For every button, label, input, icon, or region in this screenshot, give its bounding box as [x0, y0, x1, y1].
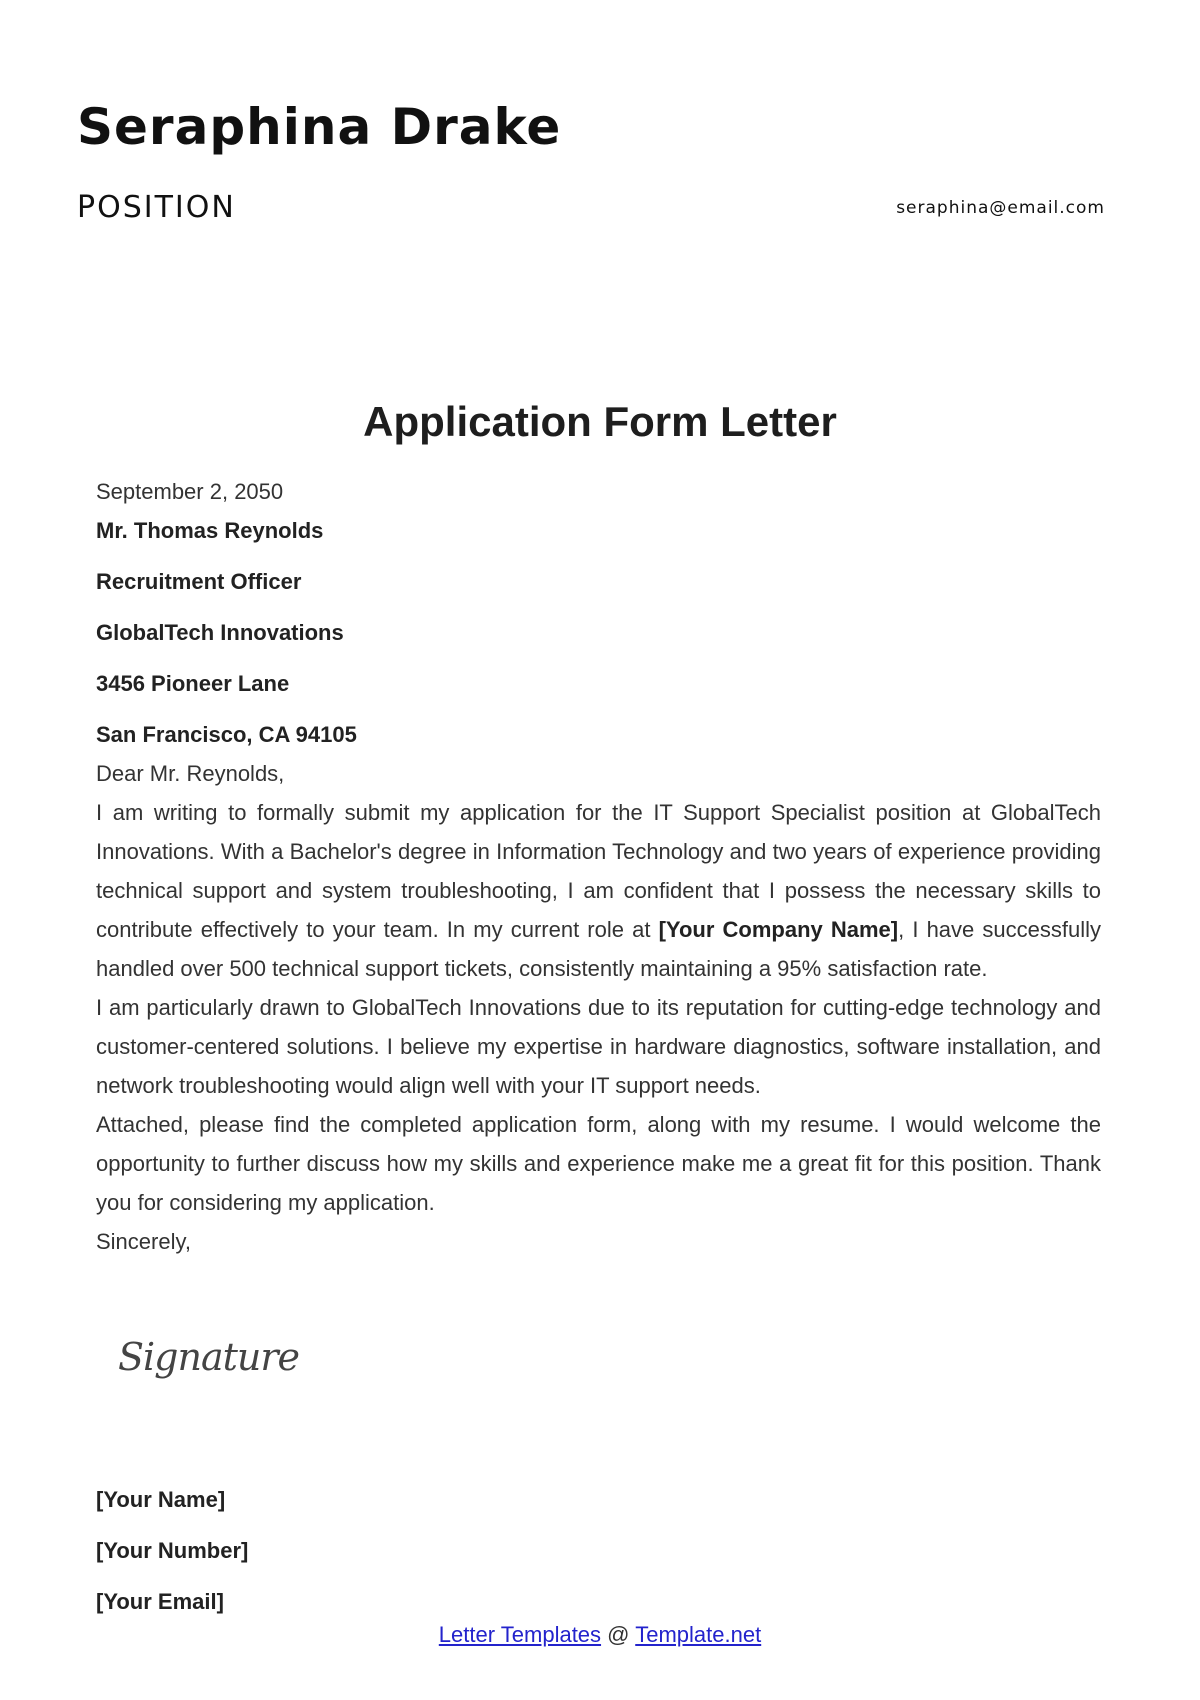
paragraph-1-after: , I have successfully handled over 500 technical support tickets, consistently maintaining a 95% satisfaction rate.: [96, 917, 1101, 981]
letter-body: [96, 472, 1101, 1261]
paragraph-1-before: I am writing to formally submit my application for the IT Support Specialist position at GlobalTech Innovations. With a Bachelor's degree in Information Technology and two years of experience providing technical support and system troubleshooting, I am confident that I possess the necessary skills to contribute effectively to your team. In my current role at: [96, 800, 1101, 942]
author-email: seraphina@email.com: [896, 198, 1105, 218]
sender-email: [Your Email]: [96, 1589, 224, 1614]
paragraph-3: Attached, please find the completed application form, along with my resume. I would welcome the opportunity to further discuss how my skills and experience make me a great fit for this position. Thank you for considering my application.: [96, 1112, 1101, 1215]
footer-link-letter-templates[interactable]: Letter Templates: [438, 1622, 602, 1647]
footer: [0, 1622, 1200, 1648]
footer-separator: @: [607, 1622, 630, 1647]
author-name: Seraphina Drake: [77, 98, 562, 156]
recipient-title: Recruitment Officer: [96, 569, 302, 594]
paragraph-2: I am particularly drawn to GlobalTech Innovations due to its reputation for cutting-edge technology and customer-centered solutions. I believe my expertise in hardware diagnostics, software installation, and network troubleshooting would align well with your IT support needs.: [96, 995, 1101, 1098]
paragraph-1-highlight: [Your Company Name]: [658, 917, 899, 942]
author-position: POSITION: [77, 190, 236, 225]
sender-name: [Your Name]: [96, 1487, 226, 1512]
footer-link-template-net[interactable]: Template.net: [635, 1622, 762, 1647]
recipient-name: Mr. Thomas Reynolds: [96, 518, 324, 543]
paragraph-1: [96, 793, 1101, 988]
letter-date: September 2, 2050: [96, 479, 284, 504]
salutation: Dear Mr. Reynolds,: [96, 761, 285, 786]
closing: Sincerely,: [96, 1229, 191, 1254]
document-title: Application Form Letter: [363, 398, 837, 445]
sender-number: [Your Number]: [96, 1538, 249, 1563]
sender-block: [96, 1480, 248, 1633]
recipient-company: GlobalTech Innovations: [96, 620, 344, 645]
recipient-street: 3456 Pioneer Lane: [96, 671, 290, 696]
recipient-city: San Francisco, CA 94105: [96, 722, 357, 747]
recipient-block: [96, 511, 1101, 754]
signature: Signature: [118, 1335, 300, 1379]
